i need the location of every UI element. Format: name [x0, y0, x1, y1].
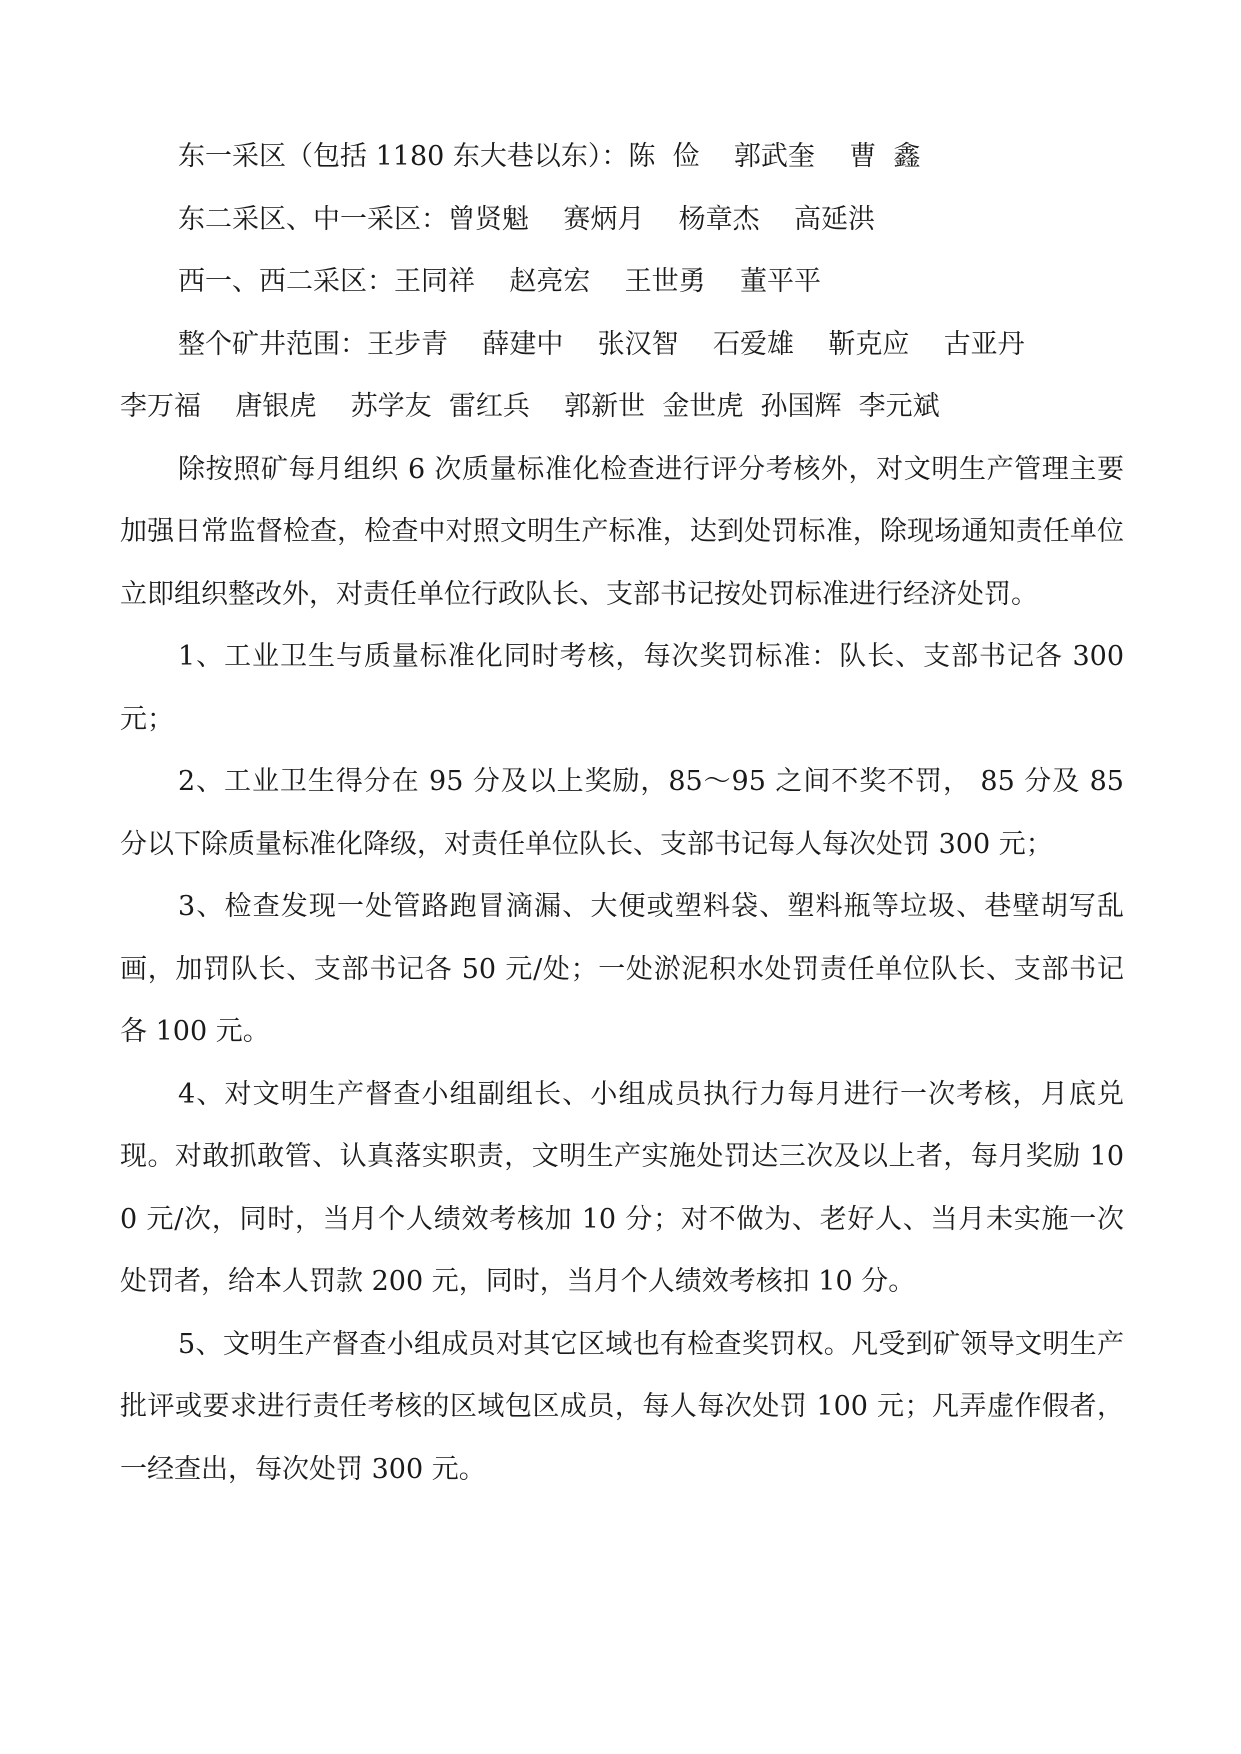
- rule-item-2: 2、工业卫生得分在 95 分及以上奖励，85～95 之间不奖不罚， 85 分及 85 分以下除质量标准化降级，对责任单位队长、支部书记每人每次处罚 300 元；: [120, 766, 1124, 860]
- rule-item-1: 1、工业卫生与质量标准化同时考核，每次奖罚标准：队长、支部书记各 300 元；: [120, 641, 1124, 735]
- rule-item-4: 4、对文明生产督查小组副组长、小组成员执行力每月进行一次考核，月底兑现。对敢抓敢管、认真落实职责，文明生产实施处罚达三次及以上者，每月奖励 100 元/次，同时，当月个人绩效考核加 10 分；对不做为、老好人、当月未实施一次处罚者，给本人罚款 200 元，同时，当月个人绩效考核扣 10 分。: [120, 1078, 1124, 1297]
- area-east-one: [120, 126, 1124, 189]
- rule-item-3: 3、检查发现一处管路跑冒滴漏、大便或塑料袋、塑料瓶等垃圾、巷壁胡写乱画，加罚队长、支部书记各 50 元/处；一处淤泥积水处罚责任单位队长、支部书记各 100 元。: [120, 891, 1124, 1047]
- area-west: [120, 251, 1124, 314]
- area-whole-mine: [120, 314, 1124, 439]
- rule-item-5: 5、文明生产督查小组成员对其它区域也有检查奖罚权。凡受到矿领导文明生产批评或要求进行责任考核的区域包区成员，每人每次处罚 100 元；凡弄虚作假者，一经查出，每次处罚 300 元。: [120, 1328, 1124, 1485]
- document-page: [120, 126, 1124, 1501]
- intro-paragraph: 除按照矿每月组织 6 次质量标准化检查进行评分考核外，对文明生产管理主要加强日常监督检查，检查中对照文明生产标准，达到处罚标准，除现场通知责任单位立即组织整改外，对责任单位行政队长、支部书记按处罚标准进行经济处罚。: [120, 453, 1124, 610]
- area-east-two: [120, 189, 1124, 252]
- area-whole-mine-line-2: 李万福 唐银虎 苏学友 雷红兵 郭新世 金世虎 孙国辉 李元斌: [120, 391, 940, 422]
- area-west-text: 西一、西二采区：王同祥 赵亮宏 王世勇 董平平: [178, 266, 821, 297]
- area-east-two-text: 东二采区、中一采区：曾贤魁 赛炳月 杨章杰 高延洪: [178, 203, 875, 235]
- area-east-one-text: 东一采区（包括 1180 东大巷以东）：陈 俭 郭武奎 曹 鑫: [178, 141, 921, 172]
- area-whole-mine-line-1: 整个矿井范围：王步青 薛建中 张汉智 石爱雄 靳克应 古亚丹: [178, 328, 1025, 360]
